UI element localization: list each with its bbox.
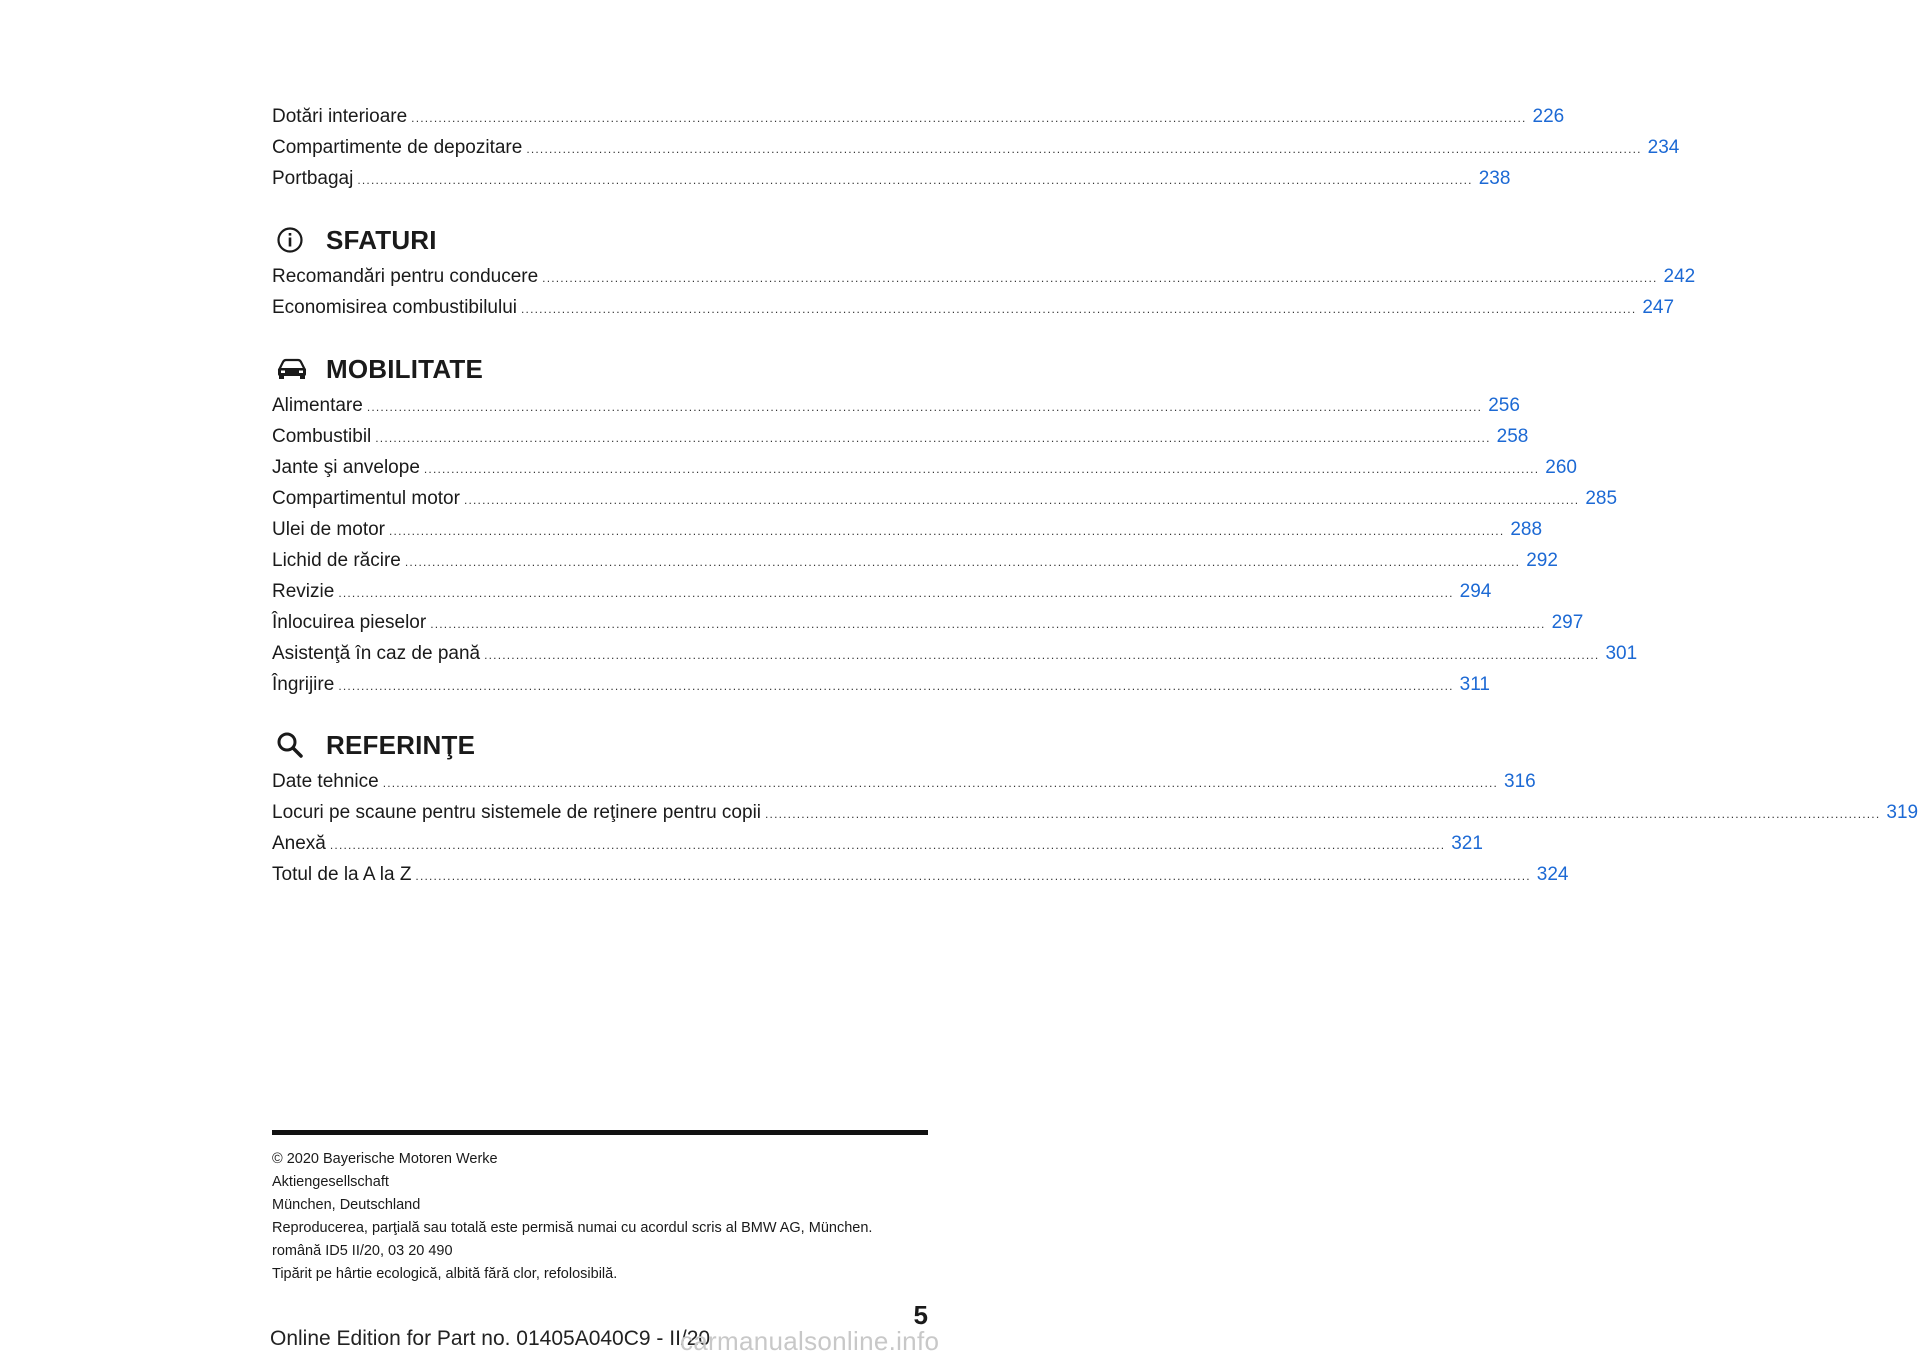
leader-dots: ...................................................................................................................................................................................................................................................... <box>542 271 1658 285</box>
toc-entry-recomandari-conducere[interactable] <box>272 263 1696 291</box>
toc-entry-portbagaj[interactable] <box>272 165 1511 193</box>
page-number: 5 <box>913 1300 928 1330</box>
info-icon <box>272 225 318 255</box>
imprint-line: Reproducerea, parţială sau totală este permisă numai cu acordul scris al BMW AG, München. <box>272 1220 873 1236</box>
toc-entry-page[interactable]: 311 <box>1459 674 1490 695</box>
toc-entry-page[interactable]: 258 <box>1496 426 1529 447</box>
imprint-line: München, Deutschland <box>272 1197 421 1213</box>
toc-entry-title: Combustibil <box>272 426 372 447</box>
toc-entry-title: Date tehnice <box>272 771 379 792</box>
leader-dots: ...................................................................................................................................................................................................................................................... <box>329 838 1446 852</box>
leader-dots: ...................................................................................................................................................................................................................................................... <box>357 173 1473 187</box>
toc-entry-page[interactable]: 226 <box>1532 106 1565 127</box>
leader-dots: ...................................................................................................................................................................................................................................................... <box>463 493 1580 507</box>
leader-dots: ...................................................................................................................................................................................................................................................... <box>389 524 1505 538</box>
toc-entry-page[interactable]: 238 <box>1478 168 1511 189</box>
toc-entry-title: Lichid de răcire <box>272 550 401 571</box>
section-referinte <box>272 727 475 763</box>
search-icon <box>272 730 318 760</box>
leader-dots: ...................................................................................................................................................................................................................................................... <box>526 142 1642 156</box>
leader-dots: ...................................................................................................................................................................................................................................................... <box>338 586 1454 600</box>
divider-rule <box>272 1130 928 1135</box>
toc-entry-title: Economisirea combustibilului <box>272 297 517 318</box>
imprint-line: © 2020 Bayerische Motoren Werke <box>272 1151 498 1167</box>
toc-entry-asistenta-pana[interactable] <box>272 640 1638 668</box>
toc-entry-inlocuirea-pieselor[interactable] <box>272 609 1584 637</box>
toc-entry-locuri-scaune[interactable] <box>272 799 1918 827</box>
toc-entry-page[interactable]: 288 <box>1510 519 1543 540</box>
toc-entry-ulei-motor[interactable] <box>272 516 1543 544</box>
toc-entry-title: Compartimente de depozitare <box>272 137 523 158</box>
leader-dots: ...................................................................................................................................................................................................................................................... <box>484 648 1600 662</box>
leader-dots: ...................................................................................................................................................................................................................................................... <box>423 462 1540 476</box>
leader-dots: ...................................................................................................................................................................................................................................................... <box>415 869 1531 883</box>
toc-entry-title: Înlocuirea pieselor <box>272 612 427 633</box>
toc-entry-title: Ulei de motor <box>272 519 385 540</box>
toc-entry-title: Îngrijire <box>272 674 335 695</box>
section-heading: MOBILITATE <box>326 353 484 384</box>
section-heading: SFATURI <box>326 224 437 255</box>
toc-entry-title: Anexă <box>272 833 326 854</box>
toc-entry-title: Asistenţă în caz de pană <box>272 643 481 664</box>
toc-entry-compartimentul-motor[interactable] <box>272 485 1618 513</box>
toc-entry-economisirea-combustibilului[interactable] <box>272 294 1675 322</box>
toc-entry-page[interactable]: 285 <box>1585 488 1618 509</box>
toc-entry-title: Compartimentul motor <box>272 488 460 509</box>
toc-entry-page[interactable]: 319 <box>1886 802 1918 823</box>
toc-entry-page[interactable]: 256 <box>1488 395 1520 416</box>
toc-entry-page[interactable]: 297 <box>1551 612 1584 633</box>
toc-entry-date-tehnice[interactable] <box>272 768 1536 796</box>
footer-edition-text: Online Edition for Part no. 01405A040C9 - II/20 <box>270 1327 711 1350</box>
toc-entry-page[interactable]: 321 <box>1451 833 1483 854</box>
toc-entry-title: Locuri pe scaune pentru sistemele de reţinere pentru copii <box>272 802 762 823</box>
section-mobilitate <box>272 351 483 387</box>
section-heading: REFERINŢE <box>326 729 476 760</box>
toc-entry-title: Portbagaj <box>272 168 354 189</box>
imprint-line: Tipărit pe hârtie ecologică, albită fără clor, refolosibilă. <box>272 1266 618 1282</box>
toc-entry-page[interactable]: 294 <box>1459 581 1492 602</box>
toc-entry-title: Recomandări pentru conducere <box>272 266 539 287</box>
toc-entry-dotari-interioare[interactable] <box>272 103 1565 131</box>
leader-dots: ...................................................................................................................................................................................................................................................... <box>765 807 1881 821</box>
imprint-line: Aktiengesellschaft <box>272 1174 389 1190</box>
leader-dots: ...................................................................................................................................................................................................................................................... <box>375 431 1491 445</box>
toc-entry-page[interactable]: 247 <box>1642 297 1675 318</box>
toc-entry-ingrijire[interactable] <box>272 671 1490 699</box>
toc-entry-title: Totul de la A la Z <box>272 864 412 885</box>
toc-entry-anexa[interactable] <box>272 830 1483 858</box>
toc-entry-page[interactable]: 234 <box>1647 137 1680 158</box>
toc-entry-page[interactable]: 242 <box>1663 266 1696 287</box>
toc-entry-lichid-racire[interactable] <box>272 547 1558 575</box>
leader-dots: ...................................................................................................................................................................................................................................................... <box>411 111 1527 125</box>
toc-entry-page[interactable]: 301 <box>1605 643 1638 664</box>
leader-dots: ...................................................................................................................................................................................................................................................... <box>382 776 1499 790</box>
toc-entry-page[interactable]: 324 <box>1536 864 1569 885</box>
toc-entry-page[interactable]: 316 <box>1504 771 1536 792</box>
toc-entry-title: Alimentare <box>272 395 363 416</box>
imprint-block <box>272 1148 932 1286</box>
car-icon <box>272 354 318 384</box>
watermark: carmanualsonline.info <box>680 1326 940 1356</box>
leader-dots: ...................................................................................................................................................................................................................................................... <box>521 302 1637 316</box>
toc-entry-compartimente-depozitare[interactable] <box>272 134 1680 162</box>
toc-entry-totul-a-z[interactable] <box>272 861 1569 889</box>
toc-entry-alimentare[interactable] <box>272 392 1520 420</box>
toc-entry-revizie[interactable] <box>272 578 1492 606</box>
toc-entry-combustibil[interactable] <box>272 423 1529 451</box>
toc-entry-page[interactable]: 260 <box>1545 457 1577 478</box>
toc-entry-page[interactable]: 292 <box>1526 550 1558 571</box>
toc-entry-title: Revizie <box>272 581 335 602</box>
leader-dots: ...................................................................................................................................................................................................................................................... <box>338 679 1454 693</box>
toc-entry-title: Dotări interioare <box>272 106 408 127</box>
section-sfaturi <box>272 222 437 258</box>
toc-entry-jante-anvelope[interactable] <box>272 454 1577 482</box>
leader-dots: ...................................................................................................................................................................................................................................................... <box>366 400 1483 414</box>
leader-dots: ...................................................................................................................................................................................................................................................... <box>430 617 1546 631</box>
imprint-line: română ID5 II/20, 03 20 490 <box>272 1243 453 1259</box>
leader-dots: ...................................................................................................................................................................................................................................................... <box>404 555 1521 569</box>
toc-entry-title: Jante şi anvelope <box>272 457 420 478</box>
